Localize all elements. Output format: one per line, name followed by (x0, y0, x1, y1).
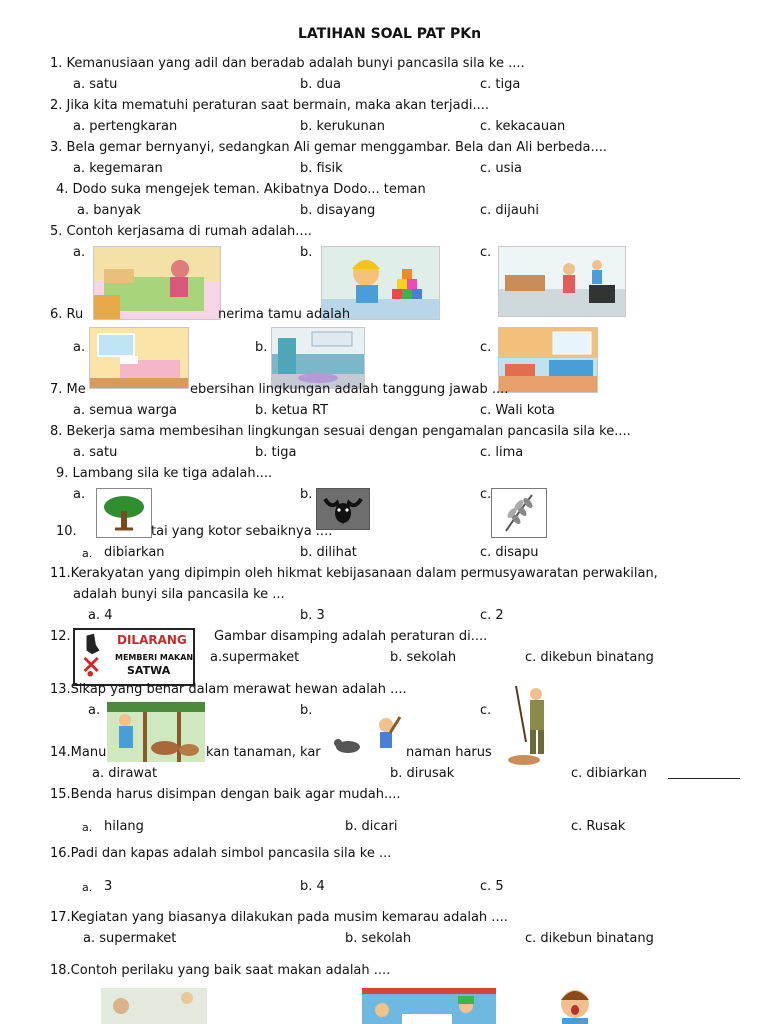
question-9: 9. Lambang sila ke tiga adalah.... (56, 466, 273, 481)
question-7-start: 7. Me (50, 382, 86, 397)
question-17: 17.Kegiatan yang biasanya dilakukan pada musim kemarau adalah .... (50, 910, 508, 925)
question-10-number: 10. (56, 524, 77, 539)
q7-option-a: a. semua warga (73, 403, 177, 418)
q6-option-c: c. (480, 340, 492, 355)
question-4: 4. Dodo suka mengejek teman. Akibatnya Dodo... teman (56, 182, 426, 197)
q15-option-c: c. Rusak (571, 819, 626, 834)
q17-option-c: c. dikebun binatang (525, 931, 654, 946)
question-12-number: 12. (50, 629, 71, 644)
q2-option-b: b. kerukunan (300, 119, 385, 134)
page-title: LATIHAN SOAL PAT PKn (298, 26, 482, 42)
q10-option-c: c. disapu (480, 545, 539, 560)
question-3: 3. Bela gemar bernyanyi, sedangkan Ali gemar menggambar. Bela dan Ali berbeda.... (50, 140, 608, 155)
question-7-end: ebersihan lingkungan adalah tanggung jawab .... (190, 382, 509, 397)
q3-option-b: b. fisik (300, 161, 343, 176)
q12-option-c: c. dikebun binatang (525, 650, 654, 665)
q1-option-b: b. dua (300, 77, 341, 92)
sign-text-dilarang: DILARANG (117, 633, 187, 647)
q9-option-c: c. (480, 487, 492, 502)
living-room-picture (498, 327, 598, 393)
question-2: 2. Jika kita mematuhi peraturan saat bermain, maka akan terjadi.... (50, 98, 489, 113)
q10-option-a-letter: a. (82, 547, 93, 560)
q8-option-a: a. satu (73, 445, 118, 460)
sign-text-satwa: SATWA (127, 664, 171, 677)
q13-option-b: b. (300, 703, 313, 718)
question-1: 1. Kemanusiaan yang adil dan beradab adalah bunyi pancasila sila ke .... (50, 56, 525, 71)
q3-option-a: a. kegemaran (73, 161, 163, 176)
q3-option-c: c. usia (480, 161, 523, 176)
banyan-tree-symbol (96, 488, 152, 538)
question-15: 15.Benda harus disimpan dengan baik agar mudah.... (50, 787, 401, 802)
question-11-line2: adalah bunyi sila pancasila ke ... (73, 587, 285, 602)
question-11-line1: 11.Kerakyatan yang dipimpin oleh hikmat kebijasanaan dalam permusyawaratan perwakilan, (50, 566, 658, 581)
q16-option-a: 3 (104, 879, 113, 894)
q8-option-c: c. lima (480, 445, 524, 460)
q14-option-a: a. dirawat (92, 766, 158, 781)
q17-option-b: b. sekolah (345, 931, 412, 946)
q16-option-a-letter: a. (82, 881, 93, 894)
q10-option-a: dibiarkan (104, 545, 165, 560)
q8-option-b: b. tiga (255, 445, 297, 460)
family-living-room-picture (498, 246, 626, 317)
q9-option-a: a. (73, 487, 86, 502)
q16-option-b: b. 4 (300, 879, 325, 894)
q2-option-a: a. pertengkaran (73, 119, 178, 134)
q4-option-b: b. disayang (300, 203, 376, 218)
question-6-end: nerima tamu adalah (218, 307, 351, 322)
q5-option-a: a. (73, 245, 86, 260)
bedroom-picture (93, 246, 221, 320)
q15-option-a-letter: a. (82, 821, 93, 834)
q7-option-c: c. Wali kota (480, 403, 555, 418)
q12-option-a: a.supermaket (210, 650, 300, 665)
child-eating-picture (101, 988, 207, 1024)
q11-option-b: b. 3 (300, 608, 325, 623)
q10-option-b: b. dilihat (300, 545, 357, 560)
kitchen-room-picture (271, 327, 365, 389)
question-18: 18.Contoh perilaku yang baik saat makan adalah .... (50, 963, 391, 978)
q4-option-c: c. dijauhi (480, 203, 539, 218)
q15-option-b: b. dicari (345, 819, 398, 834)
q7-option-b: b. ketua RT (255, 403, 329, 418)
family-dining-picture (362, 988, 496, 1024)
question-14-part1: 14.Manu (50, 745, 107, 760)
question-10: tai yang kotor sebaiknya .... (151, 524, 333, 539)
question-14-part2: kan tanaman, kar (206, 745, 321, 760)
farmer-feeding-goats-picture (107, 702, 205, 762)
q15-option-a: hilang (104, 819, 144, 834)
question-5: 5. Contoh kerjasama di rumah adalah.... (50, 224, 312, 239)
question-8: 8. Bekerja sama membesihan lingkungan sesuai dengan pengamalan pancasila sila ke.... (50, 424, 631, 439)
sign-text-memberi-makan: MEMBERI MAKAN (115, 653, 194, 662)
q1-option-c: c. tiga (480, 77, 521, 92)
child-yawning-picture (550, 980, 600, 1024)
q13-option-c: c. (480, 703, 492, 718)
question-16: 16.Padi dan kapas adalah simbol pancasila sila ke ... (50, 846, 392, 861)
q6-option-a: a. (73, 340, 86, 355)
q14-option-b: b. dirusak (390, 766, 455, 781)
q13-option-a: a. (88, 703, 101, 718)
question-6-start: 6. Ru (50, 307, 84, 322)
q5-option-c: c. (480, 245, 492, 260)
q11-option-a: a. 4 (88, 608, 113, 623)
hunter-with-deer-picture (496, 682, 558, 770)
question-12: Gambar disamping adalah peraturan di.... (214, 629, 488, 644)
q14-option-c: c. dibiarkan (571, 766, 647, 781)
answer-blank-line (668, 778, 740, 779)
q11-option-c: c. 2 (480, 608, 504, 623)
q4-option-a: a. banyak (77, 203, 141, 218)
question-13: 13.Sikap yang benar dalam merawat hewan adalah .... (50, 682, 407, 697)
q12-option-b: b. sekolah (390, 650, 457, 665)
q16-option-c: c. 5 (480, 879, 504, 894)
bedroom-room-picture (89, 327, 189, 389)
q17-option-a: a. supermaket (83, 931, 177, 946)
question-14-part3: naman harus (406, 745, 492, 760)
q5-option-b: b. (300, 245, 313, 260)
q2-option-c: c. kekacauan (480, 119, 566, 134)
q9-option-b: b. (300, 487, 313, 502)
no-feeding-animals-sign (73, 628, 195, 686)
q6-option-b: b. (255, 340, 268, 355)
rice-cotton-symbol (491, 488, 547, 538)
q1-option-a: a. satu (73, 77, 118, 92)
child-hitting-dog-picture (330, 705, 406, 765)
